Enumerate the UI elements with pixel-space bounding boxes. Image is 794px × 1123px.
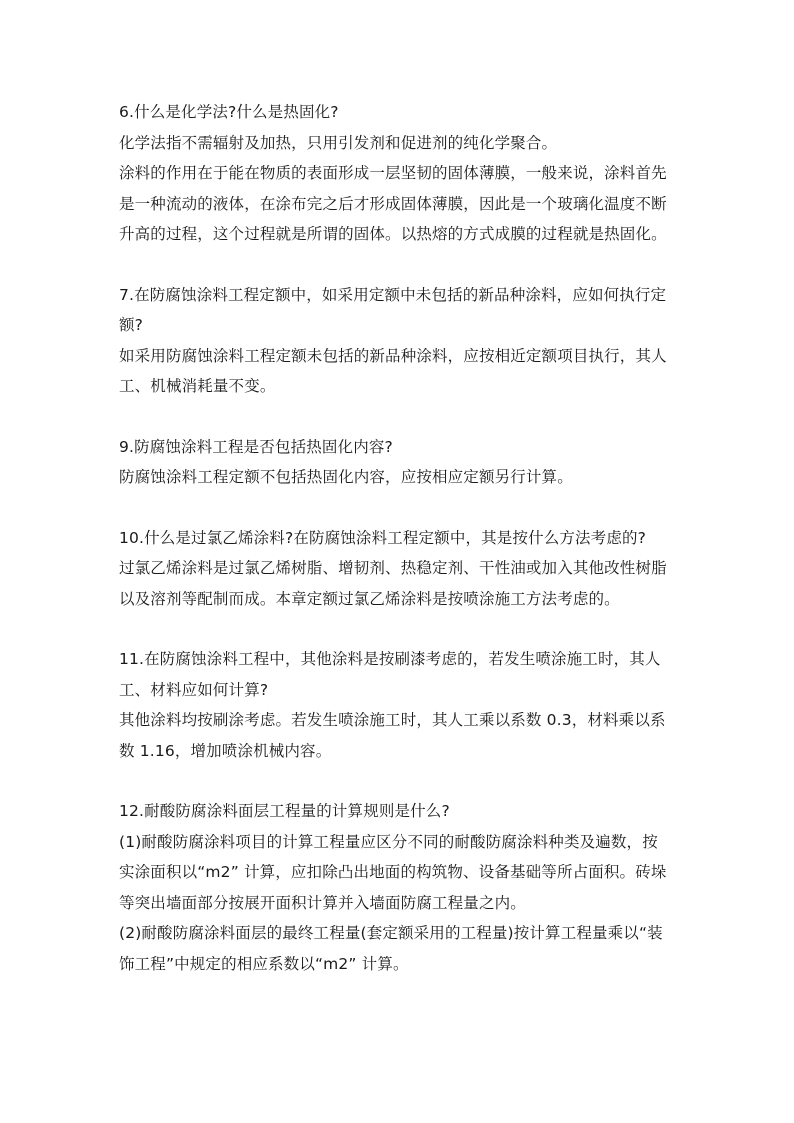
- question-12: 12.耐酸防腐涂料面层工程量的计算规则是什么?: [119, 802, 450, 820]
- qa-block-7: [119, 280, 679, 402]
- question-10: 10.什么是过氯乙烯涂料?在防腐蚀涂料工程定额中，其是按什么方法考虑的?: [119, 528, 647, 547]
- answer-line: 升高的过程，这个过程就是所谓的固体。以热熔的方式成膜的过程就是热固化。: [119, 225, 667, 243]
- question-11-line: 11.在防腐蚀涂料工程中，其他涂料是按刷漆考虑的，若发生喷涂施工时，其人: [119, 650, 661, 668]
- answer-line: 涂料的作用在于能在物质的表面形成一层坚韧的固体薄膜，一般来说，涂料首先: [119, 164, 667, 182]
- answer-line: 实涂面积以“m2” 计算，应扣除凸出地面的构筑物、设备基础等所占面积。砖垛: [119, 863, 667, 881]
- answer-line: (1)耐酸防腐涂料项目的计算工程量应区分不同的耐酸防腐涂料种类及遍数，按: [119, 832, 658, 851]
- question-11-line: 工、材料应如何计算?: [119, 680, 269, 699]
- question-6: 6.什么是化学法?什么是热固化?: [119, 103, 339, 121]
- answer-line: 工、机械消耗量不变。: [119, 377, 276, 395]
- qa-block-6: [119, 97, 679, 250]
- answer-line: 等突出墙面部分按展开面积计算并入墙面防腐工程量之内。: [119, 893, 526, 912]
- question-7-line: 7.在防腐蚀涂料工程定额中，如采用定额中未包括的新品种涂料，应如何执行定: [119, 285, 667, 304]
- answer-line: 以及溶剂等配制而成。本章定额过氯乙烯涂料是按喷涂施工方法考虑的。: [119, 589, 620, 608]
- qa-block-9: [119, 432, 679, 493]
- answer-line: (2)耐酸防腐涂料面层的最终工程量(套定额采用的工程量)按计算工程量乘以“装: [119, 924, 663, 942]
- answer-line: 防腐蚀涂料工程定额不包括热固化内容，应按相应定额另行计算。: [119, 468, 573, 486]
- answer-line: 过氯乙烯涂料是过氯乙烯树脂、增韧剂、热稳定剂、干性油或加入其他改性树脂: [119, 559, 667, 577]
- question-7-line: 额?: [119, 316, 144, 334]
- qa-block-11: [119, 644, 679, 766]
- answer-line: 是一种流动的液体，在涂布完之后才形成固体薄膜，因此是一个玻璃化温度不断: [119, 194, 667, 213]
- qa-block-12: [119, 796, 679, 979]
- answer-line: 化学法指不需辐射及加热，只用引发剂和促进剂的纯化学聚合。: [119, 133, 558, 152]
- question-9: 9.防腐蚀涂料工程是否包括热固化内容?: [119, 437, 393, 456]
- answer-line: 如采用防腐蚀涂料工程定额未包括的新品种涂料，应按相近定额项目执行，其人: [119, 346, 667, 365]
- qa-block-10: [119, 523, 679, 615]
- answer-line: 饰工程”中规定的相应系数以“m2” 计算。: [119, 954, 409, 973]
- document-body: [119, 97, 679, 979]
- answer-line: 其他涂料均按刷涂考虑。若发生喷涂施工时，其人工乘以系数 0.3，材料乘以系: [119, 711, 666, 729]
- answer-line: 数 1.16，增加喷涂机械内容。: [119, 741, 332, 760]
